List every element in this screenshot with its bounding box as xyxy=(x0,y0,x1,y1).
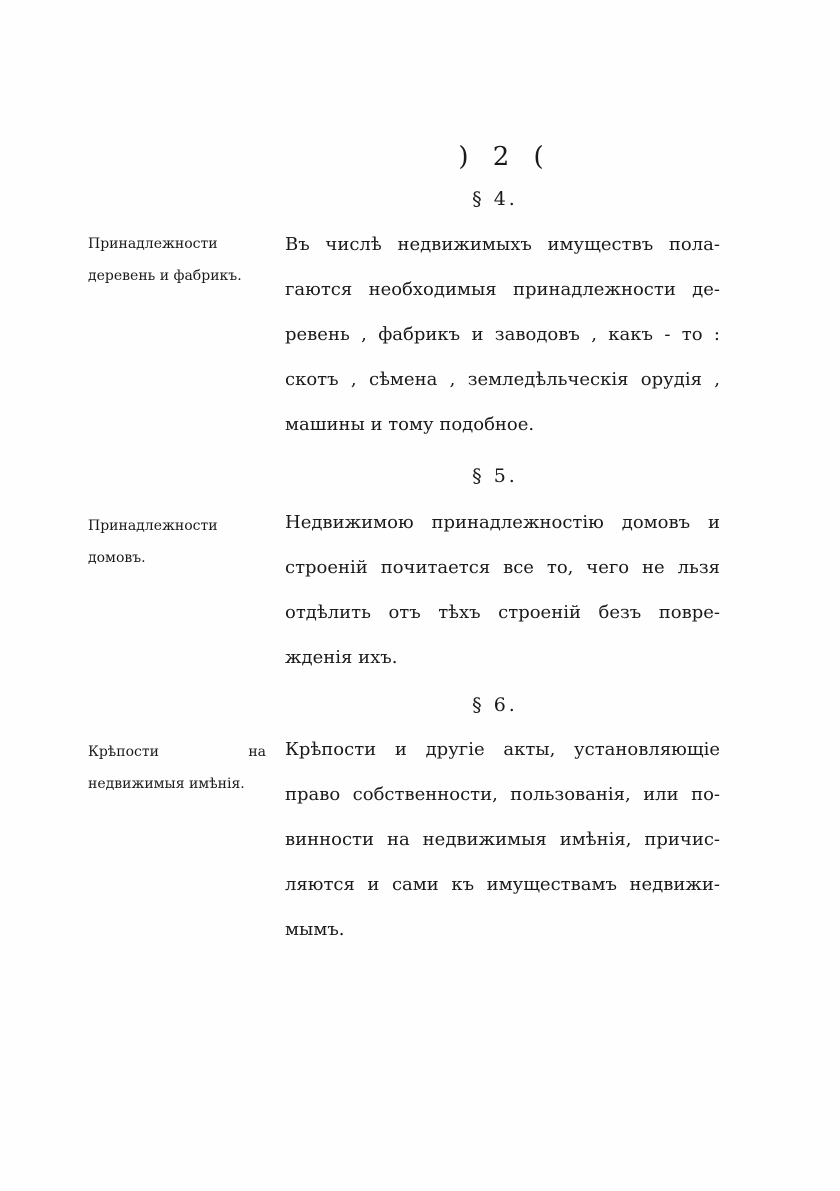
text-line: строеній почитается все то, чего не льзя xyxy=(285,557,720,578)
text-line: Крѣпости и другіе акты, установляющіе xyxy=(285,739,720,760)
text-line: право собственности, пользованія, или по- xyxy=(285,784,720,805)
margin-note: Принадлежности деревень и фабрикъ. xyxy=(88,236,242,284)
paragraph xyxy=(285,222,720,447)
text-line: Въ числѣ недвижимыхъ имуществъ пола- xyxy=(285,234,720,255)
text-line: отдѣлить отъ тѣхъ строеній безъ повре- xyxy=(285,602,720,623)
text-line: машины и тому подобное. xyxy=(285,414,535,435)
text-line: Недвижимою принадлежностію домовъ и xyxy=(285,512,720,533)
page-number: ) 2 ( xyxy=(458,142,552,172)
text-line: ляются и сами къ имуществамъ недвижи- xyxy=(285,874,720,895)
margin-note: Принадлежности домовъ. xyxy=(88,518,218,566)
text-line: жденія ихъ. xyxy=(285,647,398,668)
section-heading: § 4. xyxy=(472,188,518,210)
text-line: гаются необходимыя принадлежности де- xyxy=(285,279,720,300)
margin-note: Крѣпости на недвижимыя имѣнія. xyxy=(88,744,266,792)
text-line: скотъ , сѣмена , земледѣльческія орудія , xyxy=(285,369,720,390)
section-heading: § 5. xyxy=(472,465,518,487)
text-line: винности на недвижимыя имѣнія, причис- xyxy=(285,829,720,850)
paragraph xyxy=(285,727,720,952)
paragraph xyxy=(285,500,720,680)
text-line: мымъ. xyxy=(285,919,345,940)
section-heading: § 6. xyxy=(472,694,518,716)
text-line: ревень , фабрикъ и заводовъ , какъ - то : xyxy=(285,324,720,345)
